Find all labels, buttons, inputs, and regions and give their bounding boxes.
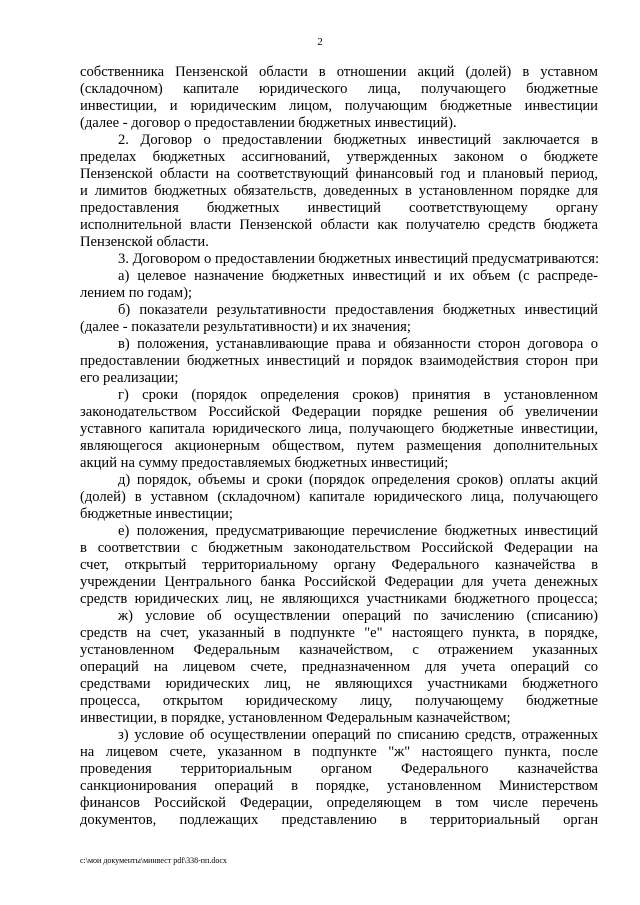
text-line: и лимитов бюджетных обязательств, доведенных в установленном порядке для — [80, 183, 598, 199]
text-line: пределах бюджетных ассигнований, утвержденных законом о бюджете — [80, 149, 598, 165]
text-line: учреждении Центрального банка Российской Федерации для учета денежных — [80, 574, 598, 590]
text-line: его реализации; — [80, 370, 179, 386]
text-line: документов, подлежащих представлению в территориальный орган — [80, 812, 598, 828]
text-line: операций на лицевом счете, предназначенном для учета операций со — [80, 659, 598, 675]
text-line: лением по годам); — [80, 285, 193, 301]
text-line: инвестиции, в порядке, установленном Федеральным казначейством; — [80, 710, 511, 726]
text-line: в) положения, устанавливающие права и обязанности сторон договора о — [118, 336, 598, 352]
page-number: 2 — [317, 36, 323, 48]
text-line: Пензенской области. — [80, 234, 209, 250]
text-line: (далее - показатели результативности) и их значения; — [80, 319, 411, 335]
text-line: предоставлении бюджетных инвестиций и порядок взаимодействия сторон при — [80, 353, 598, 369]
text-line: в соответствии с бюджетным законодательством Российской Федерации на — [80, 540, 598, 556]
text-line: средствами юридических лиц, не являющихся участниками бюджетного — [80, 676, 598, 692]
text-line: счет, открытый территориальному органу Федерального казначейства в — [80, 557, 598, 573]
footer-file-path: c:\мои документы\минвест pdf\338-пп.docx — [80, 856, 227, 865]
text-line: б) показатели результативности предоставления бюджетных инвестиций — [118, 302, 598, 318]
text-line: процесса, открытом юридическому лицу, получающему бюджетные — [80, 693, 598, 709]
text-line: исполнительной власти Пензенской области как получателю средств бюджета — [80, 217, 598, 233]
text-line: являющегося акционерным обществом, путем размещения дополнительных — [80, 438, 598, 454]
text-line: ж) условие об осуществлении операций по зачислению (списанию) — [118, 608, 598, 624]
text-line: г) сроки (порядок определения сроков) принятия в установленном — [118, 387, 598, 403]
document-body — [80, 64, 598, 829]
text-line: (далее - договор о предоставлении бюджетных инвестиций). — [80, 115, 457, 131]
text-line: на лицевом счете, указанном в подпункте "ж" настоящего пункта, после — [80, 744, 598, 760]
text-line: проведения территориальным органом Федерального казначейства — [80, 761, 598, 777]
text-line: бюджетные инвестиции; — [80, 506, 233, 522]
text-line: установленном Федеральным казначейством, с отражением указанных — [80, 642, 598, 658]
text-line: уставного капитала юридического лица, получающего бюджетные инвестиции, — [80, 421, 598, 437]
text-line: средств на счет, указанный в подпункте "е" настоящего пункта, в порядке, — [80, 625, 598, 641]
text-line: д) порядок, объемы и сроки (порядок определения сроков) оплаты акций — [118, 472, 598, 488]
text-line: Пензенской области на соответствующий финансовый год и плановый период, — [80, 166, 598, 182]
text-line: инвестиции, и юридическим лицом, получающим бюджетные инвестиции — [80, 98, 598, 114]
text-line: 3. Договором о предоставлении бюджетных инвестиций предусматриваются: — [118, 251, 600, 267]
text-line: (складочном) капитале юридического лица, получающего бюджетные — [80, 81, 598, 97]
text-line: санкционирования операций в порядке, установленном Министерством — [80, 778, 598, 794]
text-line: собственника Пензенской области в отношении акций (долей) в уставном — [80, 64, 598, 80]
text-line: акций на сумму предоставляемых бюджетных инвестиций; — [80, 455, 449, 471]
text-line: финансов Российской Федерации, определяющем в том числе перечень — [80, 795, 598, 811]
text-line: средств юридических лиц, не являющихся участниками бюджетного процесса; — [80, 591, 598, 607]
text-line: законодательством Российской Федерации порядке решения об увеличении — [80, 404, 598, 420]
text-line: 2. Договор о предоставлении бюджетных инвестиций заключается в — [118, 132, 598, 148]
text-line: а) целевое назначение бюджетных инвестиций и их объем (с распреде- — [118, 268, 598, 284]
text-line: (долей) в уставном (складочном) капитале юридического лица, получающего — [80, 489, 598, 505]
text-line: предоставления бюджетных инвестиций соответствующему органу — [80, 200, 598, 216]
text-line: з) условие об осуществлении операций по списанию средств, отраженных — [118, 727, 598, 743]
text-line: е) положения, предусматривающие перечисление бюджетных инвестиций — [118, 523, 598, 539]
